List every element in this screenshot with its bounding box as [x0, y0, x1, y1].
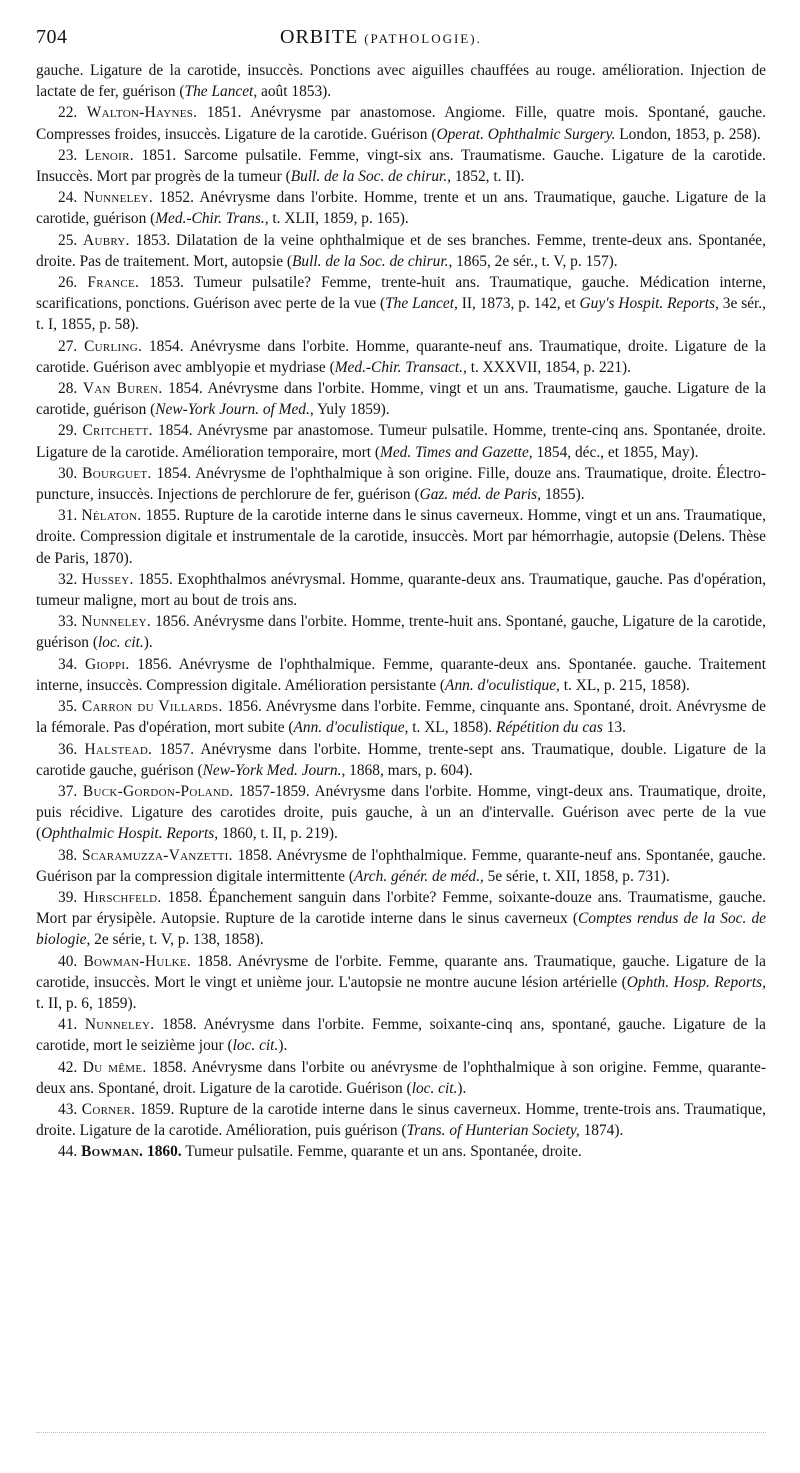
case-year: 1855.: [138, 570, 173, 588]
case-year: 1854.: [148, 337, 184, 355]
citation-title: loc. cit.: [411, 1079, 458, 1097]
citation-title: Med.-Chir. Transact.,: [334, 358, 467, 376]
entry-text: t. XXXVII, 1854, p. 221).: [466, 358, 632, 376]
citation-title: Guy's Hospit. Reports,: [579, 295, 719, 313]
entry-text: Anévrysme de l'ophthalmique. Femme, quarante-deux ans. Spontanée. gauche. Traitement interne, insuccès. Compression digitale. Amélioration persistante (: [36, 655, 766, 694]
entry-text: Anévrysme dans l'orbite. Homme, trente-huit ans. Spontané, gauche, Ligature de la carotide, guérison (: [36, 613, 766, 652]
case-number: 30.: [58, 464, 78, 482]
case-year: 1858.: [237, 846, 273, 864]
case-author: Hussey.: [81, 570, 134, 588]
case-year: 1854.: [156, 464, 192, 482]
case-number: 29.: [58, 422, 78, 440]
running-title-section: (PATHOLOGIE).: [364, 31, 482, 46]
case-number: 34.: [58, 655, 78, 673]
citation-title: Med. Times and Gazette,: [380, 443, 533, 461]
case-number: 25.: [58, 231, 78, 249]
entry-text: Anévrysme dans l'orbite. Homme, vingt et un ans. Traumatisme, gauche. Ligature de la carotide, guérison (: [36, 380, 766, 419]
citation-title: New-York Med. Journ.,: [202, 761, 346, 779]
case-number: 26.: [58, 274, 78, 292]
case-year: 1856.: [155, 613, 190, 631]
entry-text: t. II, p. 6, 1859).: [36, 994, 137, 1012]
case-entry: [36, 336, 766, 378]
entry-text: 1854, déc., et 1855, May).: [532, 443, 699, 461]
case-author: Lenoir.: [84, 146, 134, 164]
entry-text: Épanchement sanguin dans l'orbite? Femme, soixante-douze ans. Traumatisme, gauche. Mort par érysipèle. Autopsie. Rupture de la carotide interne dans le sinus caverneux (: [36, 888, 766, 928]
case-author: Walton-Haynes.: [86, 104, 198, 122]
case-number: 22.: [58, 104, 78, 122]
footer-rule: [36, 1432, 766, 1433]
case-entry: [36, 420, 766, 462]
document-body: [36, 60, 766, 1163]
case-number: 40.: [58, 952, 78, 970]
case-author: Hirschfeld.: [83, 888, 162, 906]
entry-text: London, 1853, p. 258).: [615, 125, 761, 143]
citation-title: loc. cit.: [232, 1037, 279, 1055]
citation-title: Ophth. Hosp. Reports,: [626, 973, 767, 991]
case-year: 1857-1859.: [239, 782, 310, 800]
entry-text: t. XL, p. 215, 1858).: [559, 676, 690, 694]
case-author: Nélaton.: [81, 507, 142, 525]
case-author: Scaramuzza-Vanzetti.: [82, 846, 233, 864]
case-entry: [36, 145, 766, 187]
entry-text: Anévrysme dans l'orbite. Homme, trente-sept ans. Traumatique, double. Ligature de la carotide gauche, guérison (: [36, 740, 766, 779]
case-author: Nunneley.: [84, 1016, 155, 1034]
case-entry: [36, 951, 766, 1015]
case-entry: [36, 272, 766, 336]
case-author: France.: [87, 274, 140, 292]
citation-title: Comptes rendus de la Soc. de biologie,: [36, 910, 767, 949]
case-number: 27.: [58, 337, 78, 355]
citation-title: Ann. d'oculistique,: [445, 676, 560, 694]
case-number: 33.: [58, 613, 78, 631]
case-year: 1857.: [159, 740, 195, 758]
entry-text: Rupture de la carotide interne dans le sinus caverneux. Homme, trente-trois ans. Traumatique, droite. Ligature de la carotide. Amélioration, puis guérison (: [36, 1100, 766, 1140]
case-number: 36.: [58, 740, 78, 758]
case-year: 1852.: [159, 189, 194, 207]
entry-text: Anévrysme de l'orbite. Femme, quarante ans. Traumatique, gauche. Ligature de la carotide, insuccès. Mort le vingt et unième jour. L'autopsie ne montre aucune lésion artérielle (: [36, 952, 767, 991]
case-year: 1856.: [137, 655, 172, 673]
entry-text: 2e série, t. V, p. 138, 1858).: [90, 931, 264, 949]
case-entry: [36, 102, 766, 144]
running-title: [280, 26, 482, 49]
case-entry: [36, 781, 766, 845]
entry-text: gauche. Ligature de la carotide, insuccès. Ponctions avec aiguilles chauffées au rouge. amélioration. Injection de lactate de fer, guérison (: [36, 62, 766, 101]
entry-text: 1868, mars, p. 604).: [345, 761, 473, 779]
entry-text: Anévrysme de l'ophthalmique à son origine. Fille, douze ans. Traumatique, droite. Électro-puncture, insuccès. Injections de perchlorure de fer, guérison (: [36, 464, 766, 504]
entry-text: Anévrysme dans l'orbite. Femme, cinquante ans. Spontané, droit. Anévrysme de la fémorale. Pas d'opération, mort subite (: [36, 698, 766, 737]
citation-title: Répétition du cas: [496, 719, 603, 737]
entry-text: ).: [457, 1079, 467, 1097]
case-author: Bourguet.: [82, 464, 152, 482]
case-author: Critchett.: [82, 422, 153, 440]
citation-title: Med.-Chir. Trans.,: [155, 210, 269, 228]
case-entry: [36, 230, 766, 272]
case-entry: [36, 1057, 766, 1099]
entry-text: II, 1873, p. 142, et: [457, 295, 580, 313]
entry-text: Yuly 1859).: [313, 401, 390, 419]
citation-title: The Lancet,: [385, 295, 458, 313]
entry-text: 3e sér., t. I, 1855, p. 58).: [36, 295, 767, 334]
case-number: 39.: [58, 888, 78, 906]
citation-title: Operat. Ophthalmic Surgery.: [436, 125, 616, 143]
case-year: 1855.: [145, 507, 181, 525]
case-number: 23.: [58, 146, 78, 164]
entry-text: 1855).: [540, 486, 585, 504]
entry-text: Tumeur pulsatile. Femme, quarante et un ans. Spontanée, droite.: [185, 1143, 582, 1161]
case-entry: [36, 611, 766, 653]
case-number: 35.: [58, 698, 78, 716]
case-number: 44.: [58, 1143, 78, 1161]
case-author: Aubry.: [83, 231, 130, 249]
case-number: 31.: [58, 507, 78, 525]
entry-text: Anévrysme dans l'orbite. Homme, trente et un ans. Traumatique, gauche. Ligature de la carotide, guérison (: [36, 189, 766, 228]
case-author: Nunneley.: [83, 189, 154, 207]
case-year: 1858.: [152, 1058, 187, 1076]
case-year: 1854.: [168, 380, 203, 398]
entry-text: Anévrysme par anastomose. Tumeur pulsatile. Homme, trente-cinq ans. Spontanée, droite. Ligature de la carotide. Amélioration temporaire, mort (: [36, 422, 766, 461]
case-year: 1851.: [206, 104, 242, 122]
entry-text: Anévrysme dans l'orbite ou anévrysme de l'ophthalmique à son origine. Femme, quarante-deux ans. Spontané, droit. Ligature de la carotide. Guérison (: [36, 1058, 766, 1097]
entry-text: août 1853).: [257, 83, 332, 101]
citation-title: New-York Journ. of Med.,: [155, 401, 314, 419]
citation-title: loc. cit.: [97, 634, 144, 652]
entry-text: 5e série, t. XII, 1858, p. 731).: [483, 867, 670, 885]
case-author: Van Buren.: [82, 380, 163, 398]
case-year: 1860.: [147, 1143, 182, 1161]
entry-text: Anévrysme dans l'orbite. Homme, vingt-deux ans. Traumatique, droite, puis récidive. Ligature des carotides droite, puis gauche, à un an d'intervalle. Guérison avec perte de la vue (: [36, 782, 766, 843]
citation-title: Ann. d'oculistique,: [293, 719, 409, 737]
case-author: Curling.: [84, 337, 143, 355]
case-author: Bowman.: [81, 1143, 144, 1161]
entry-text: t. XLII, 1859, p. 165).: [268, 210, 409, 228]
case-year: 1853.: [135, 231, 171, 249]
page-number: 704: [36, 26, 68, 48]
case-number: 38.: [58, 846, 78, 864]
case-author: Corner.: [81, 1100, 136, 1118]
entry-text: Anévrysme par anastomose. Angiome. Fille, quatre mois. Spontané, gauche. Compresses froides, insuccès. Ligature de la carotide. Guérison (: [36, 104, 766, 143]
entry-text: Anévrysme dans l'orbite. Femme, soixante-cinq ans, spontané, gauche. Ligature de la carotide, mort le seizième jour (: [36, 1016, 767, 1055]
case-author: Gioppi.: [84, 655, 130, 673]
case-entry: [36, 887, 766, 951]
case-number: 41.: [58, 1016, 78, 1034]
entry-text: 13.: [602, 719, 626, 737]
continuation-paragraph: [36, 60, 766, 102]
case-number: 42.: [58, 1058, 78, 1076]
case-number: 37.: [58, 782, 78, 800]
case-entry: [36, 569, 766, 611]
case-number: 24.: [58, 189, 78, 207]
case-year: 1854.: [157, 422, 193, 440]
case-entry: [36, 187, 766, 229]
case-entry: [36, 463, 766, 505]
case-author: Buck-Gordon-Poland.: [82, 782, 234, 800]
entry-text: Tumeur pulsatile? Femme, trente-huit ans. Traumatique, gauche. Médication interne, scarifications, ponctions. Guérison avec perte de la vue (: [36, 274, 766, 313]
case-number: 28.: [58, 380, 78, 398]
case-entry: [36, 1141, 766, 1162]
running-title-main: ORBITE: [280, 26, 359, 48]
citation-title: Trans. of Hunterian Society,: [406, 1122, 580, 1140]
case-year: 1856.: [227, 698, 262, 716]
entry-text: t. XL, 1858).: [408, 719, 497, 737]
case-year: 1858.: [167, 888, 203, 906]
case-author: Nunneley.: [81, 613, 151, 631]
entry-text: 1874).: [579, 1122, 624, 1140]
entry-text: 1852, t. II).: [451, 168, 525, 186]
citation-title: Ophthalmic Hospit. Reports,: [41, 825, 219, 843]
entry-text: Rupture de la carotide interne dans le sinus caverneux. Homme, vingt et un ans. Traumatique, droite. Compression digitale et instrumentale de la carotide, insuccès. Mort par hémorrhagie, autopsie (Delens. Thèse de Paris, 1870).: [36, 507, 766, 567]
citation-title: The Lancet,: [184, 83, 258, 101]
citation-title: Gaz. méd. de Paris,: [419, 486, 541, 504]
case-entry: [36, 845, 766, 887]
case-entry: [36, 739, 766, 781]
entry-text: Dilatation de la veine ophthalmique et de ses branches. Femme, trente-deux ans. Spontanée, droite. Pas de traitement. Mort, autopsie (: [36, 231, 766, 270]
case-author: Carron du Villards.: [81, 698, 223, 716]
entry-text: ).: [143, 634, 153, 652]
case-entry: [36, 378, 766, 420]
case-year: 1858.: [197, 952, 232, 970]
case-entry: [36, 696, 766, 738]
entry-text: 1865, 2e sér., t. V, p. 157).: [452, 252, 618, 270]
case-entry: [36, 654, 766, 696]
case-year: 1853.: [149, 274, 184, 292]
case-entry: [36, 1099, 766, 1141]
entry-text: ).: [278, 1037, 288, 1055]
case-entry: [36, 1014, 766, 1056]
entry-text: Exophthalmos anévrysmal. Homme, quarante-deux ans. Traumatique, gauche. Pas d'opération, tumeur maligne, mort au bout de trois ans.: [36, 570, 766, 610]
citation-title: Bull. de la Soc. de chirur.,: [292, 252, 453, 270]
case-entry: [36, 505, 766, 569]
case-author: Halstead.: [84, 740, 153, 758]
case-author: Du même.: [82, 1058, 147, 1076]
case-number: 43.: [58, 1100, 78, 1118]
entry-text: Sarcome pulsatile. Femme, vingt-six ans. Traumatisme. Gauche. Ligature de la carotide. Insuccès. Mort par progrès de la tumeur (: [36, 146, 766, 186]
entry-text: 1860, t. II, p. 219).: [218, 825, 338, 843]
case-author: Bowman-Hulke.: [83, 952, 192, 970]
citation-title: Bull. de la Soc. de chirur.,: [290, 168, 452, 186]
case-year: 1851.: [141, 146, 177, 164]
entry-text: Anévrysme de l'ophthalmique. Femme, quarante-neuf ans. Spontanée, gauche. Guérison par la compression digitale intermittente (: [36, 846, 766, 885]
entry-text: Anévrysme dans l'orbite. Homme, quarante-neuf ans. Traumatique, droite. Ligature de la carotide. Guérison avec amblyopie et mydriase (: [36, 337, 766, 376]
case-year: 1858.: [162, 1016, 197, 1034]
running-header: [36, 26, 766, 60]
citation-title: Arch. génér. de méd.,: [353, 867, 484, 885]
case-number: 32.: [58, 570, 78, 588]
case-year: 1859.: [139, 1100, 175, 1118]
